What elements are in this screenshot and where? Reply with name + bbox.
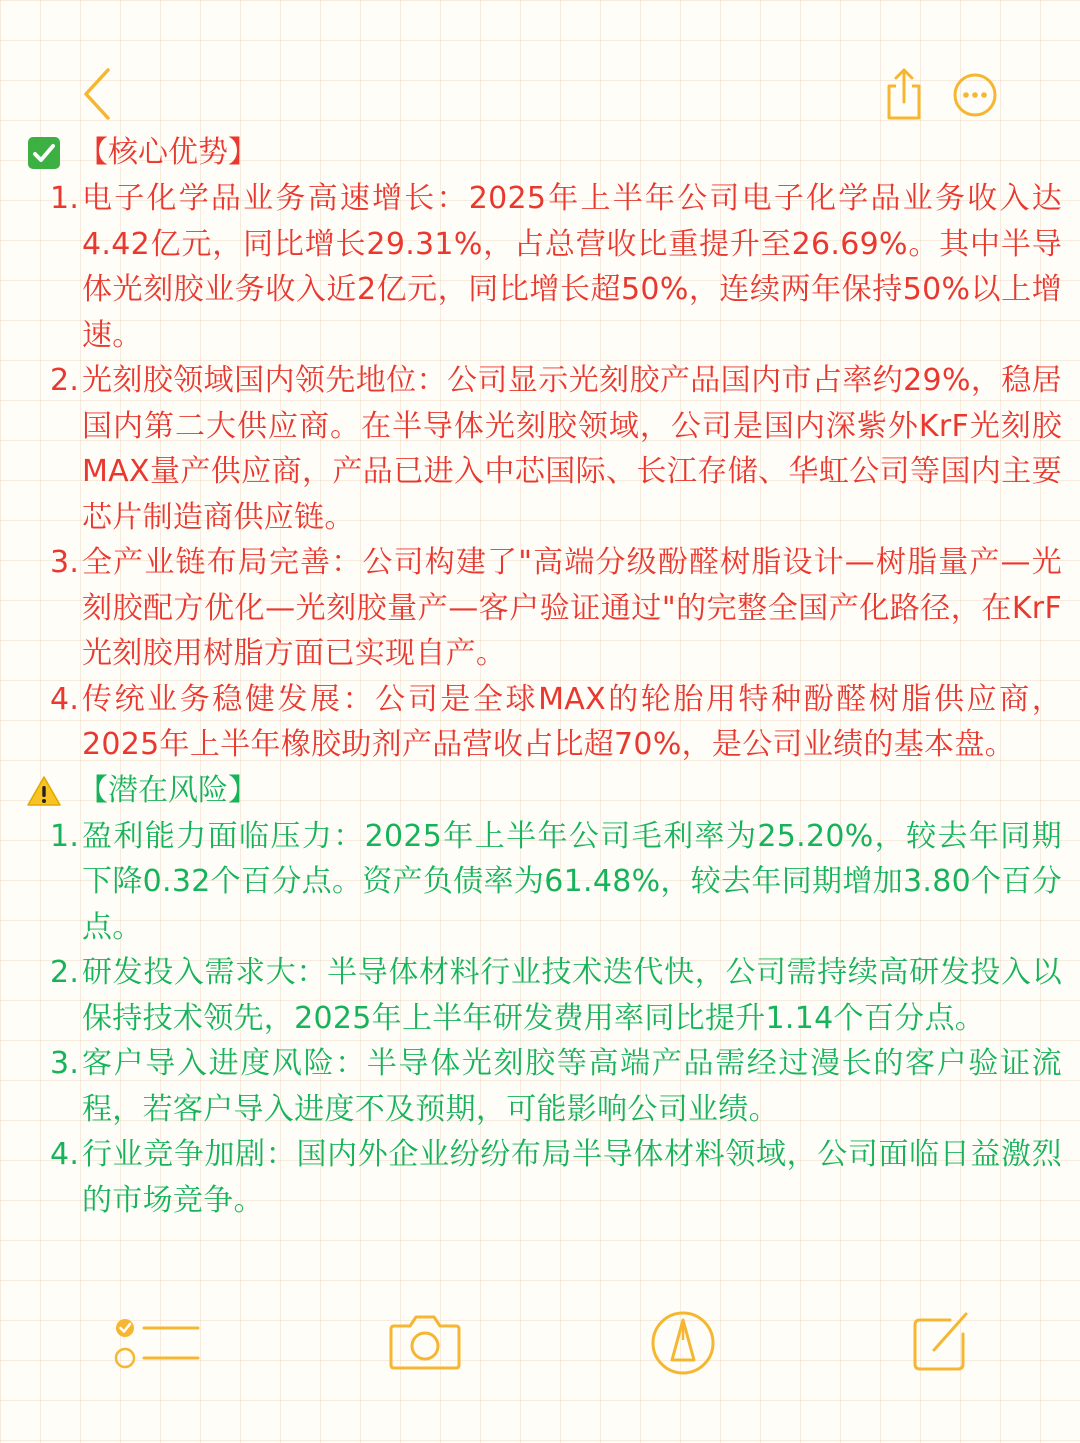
share-icon[interactable] xyxy=(884,66,924,122)
list-item: 4. 行业竞争加剧：国内外企业纷纷布局半导体材料领域，公司面临日益激烈的市场竞争。 xyxy=(50,1137,1062,1218)
list-item: 1. 盈利能力面临压力：2025年上半年公司毛利率为25.20%，较去年同期下降0.32个百分点。资产负债率为61.48%，较去年同期增加3.80个百分点。 xyxy=(50,818,1062,945)
compose-icon[interactable] xyxy=(910,1308,974,1374)
list-item-text: 电子化学品业务高速增长：2025年上半年公司电子化学品业务收入达4.42亿元，同比增长29.31%，占总营收比重提升至26.69%。其中半导体光刻胶业务收入近2亿元，同比增长超50%，连续两年保持50%以上增速。 xyxy=(82,181,1062,353)
chevron-left-icon[interactable] xyxy=(78,66,118,122)
list-item-text: 全产业链布局完善：公司构建了"高端分级酚醛树脂设计—树脂量产—光刻胶配方优化—光刻胶量产—客户验证通过"的完整全国产化路径，在KrF光刻胶用树脂方面已实现自产。 xyxy=(82,545,1062,671)
list-item: 1. 电子化学品业务高速增长：2025年上半年公司电子化学品业务收入达4.42亿元，同比增长29.31%，占总营收比重提升至26.69%。其中半导体光刻胶业务收入近2亿元，同比增长超50%，连续两年保持50%以上增速。 xyxy=(50,181,1062,353)
top-nav-bar xyxy=(0,0,1080,130)
warning-icon xyxy=(26,773,62,809)
advantages-heading xyxy=(22,130,1062,176)
list-item-text: 光刻胶领域国内领先地位：公司显示光刻胶产品国内市占率约29%，稳居国内第二大供应商。在半导体光刻胶领域，公司是国内深紫外KrF光刻胶MAX量产供应商，产品已进入中芯国际、长江存储、华虹公司等国内主要芯片制造商供应链。 xyxy=(82,363,1062,535)
pen-tip-icon[interactable] xyxy=(650,1310,716,1376)
checklist-icon[interactable] xyxy=(112,1314,202,1374)
camera-icon[interactable] xyxy=(388,1312,462,1372)
bottom-toolbar xyxy=(0,1300,1080,1443)
list-item-text: 传统业务稳健发展：公司是全球MAX的轮胎用特种酚醛树脂供应商，2025年上半年橡胶助剂产品营收占比超70%，是公司业绩的基本盘。 xyxy=(82,681,1062,762)
risks-heading xyxy=(22,768,1062,814)
list-item-text: 行业竞争加剧：国内外企业纷纷布局半导体材料领域，公司面临日益激烈的市场竞争。 xyxy=(82,1137,1062,1218)
check-box-icon xyxy=(26,135,62,171)
risks-list xyxy=(22,814,1062,1224)
note-body[interactable] xyxy=(22,130,1062,1223)
list-item-text: 研发投入需求大：半导体材料行业技术迭代快，公司需持续高研发投入以保持技术领先，2025年上半年研发费用率同比提升1.14个百分点。 xyxy=(82,955,1062,1036)
advantages-title: 【核心优势】 xyxy=(78,135,258,170)
more-icon[interactable] xyxy=(952,72,998,118)
list-item: 2. 光刻胶领域国内领先地位：公司显示光刻胶产品国内市占率约29%，稳居国内第二大供应商。在半导体光刻胶领域，公司是国内深紫外KrF光刻胶MAX量产供应商，产品已进入中芯国际、长江存储、华虹公司等国内主要芯片制造商供应链。 xyxy=(50,363,1062,535)
list-item: 4. 传统业务稳健发展：公司是全球MAX的轮胎用特种酚醛树脂供应商，2025年上半年橡胶助剂产品营收占比超70%，是公司业绩的基本盘。 xyxy=(50,681,1062,762)
advantages-list xyxy=(22,176,1062,768)
list-item: 2. 研发投入需求大：半导体材料行业技术迭代快，公司需持续高研发投入以保持技术领先，2025年上半年研发费用率同比提升1.14个百分点。 xyxy=(50,955,1062,1036)
list-item: 3. 全产业链布局完善：公司构建了"高端分级酚醛树脂设计—树脂量产—光刻胶配方优化—光刻胶量产—客户验证通过"的完整全国产化路径，在KrF光刻胶用树脂方面已实现自产。 xyxy=(50,545,1062,671)
list-item: 3. 客户导入进度风险：半导体光刻胶等高端产品需经过漫长的客户验证流程，若客户导入进度不及预期，可能影响公司业绩。 xyxy=(50,1046,1062,1127)
list-item-text: 客户导入进度风险：半导体光刻胶等高端产品需经过漫长的客户验证流程，若客户导入进度不及预期，可能影响公司业绩。 xyxy=(82,1046,1062,1127)
risks-title: 【潜在风险】 xyxy=(78,772,258,808)
list-item-text: 盈利能力面临压力：2025年上半年公司毛利率为25.20%，较去年同期下降0.32个百分点。资产负债率为61.48%，较去年同期增加3.80个百分点。 xyxy=(82,818,1062,945)
